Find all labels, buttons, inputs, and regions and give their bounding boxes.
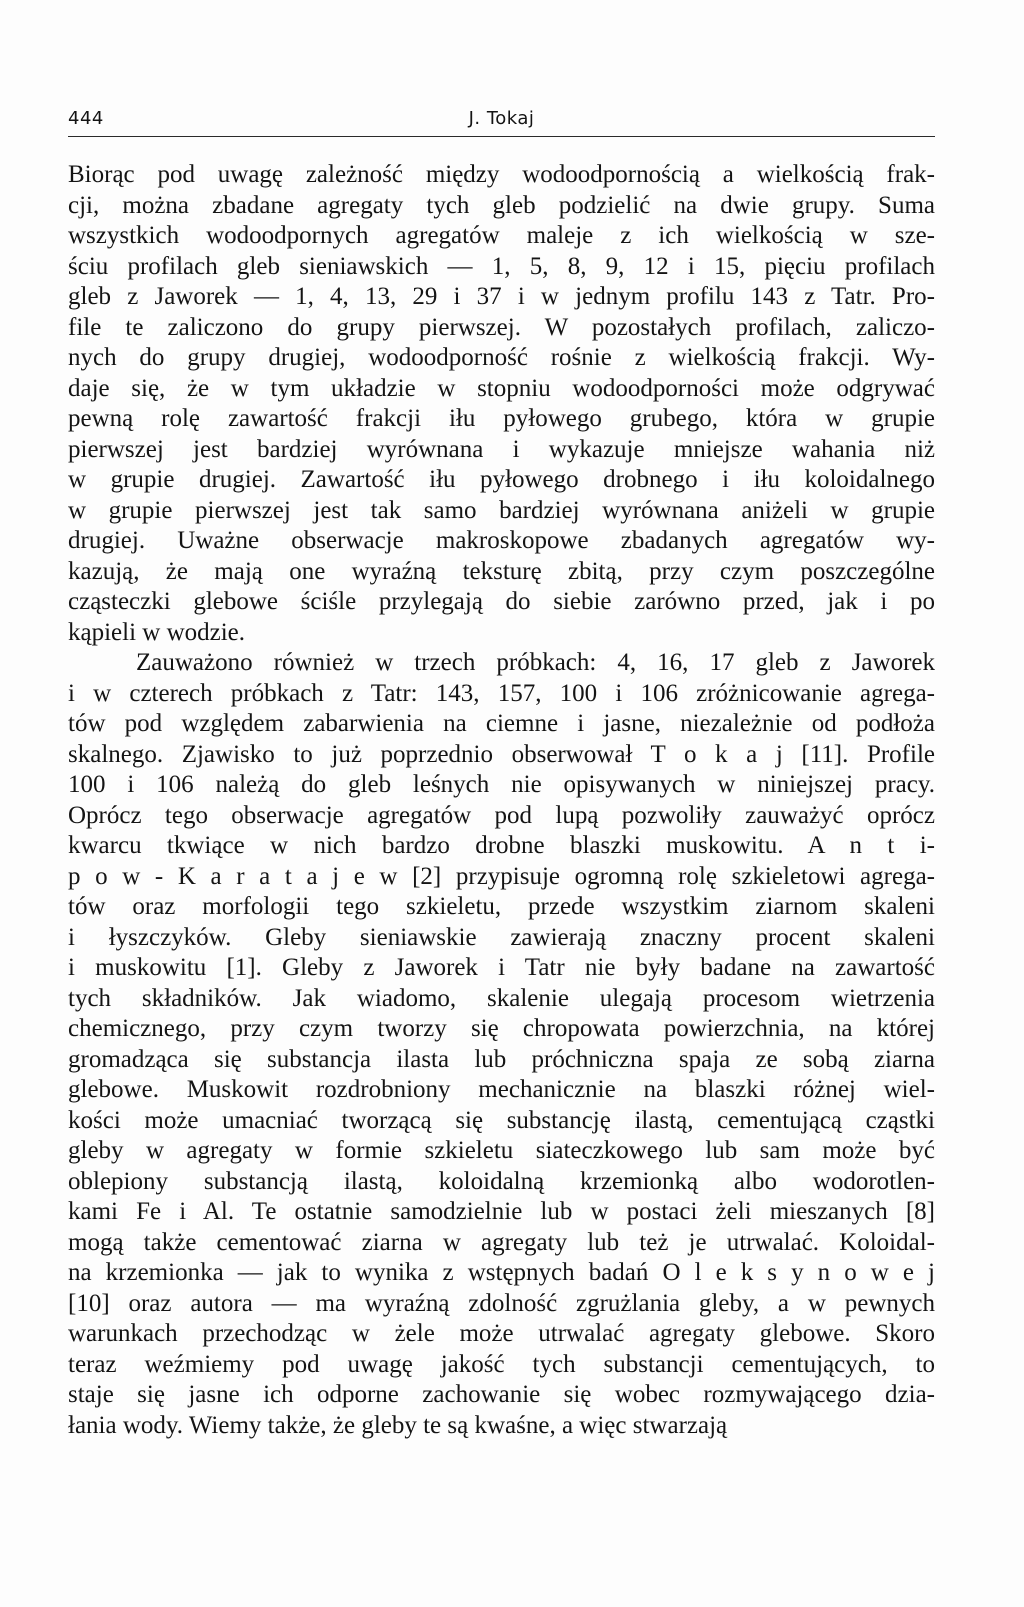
text-line: łania wody. Wiemy także, że gleby te są kwaśne, a więc stwarzają — [68, 1411, 728, 1439]
text-line: gleb z Jaworek — 1, 4, 13, 29 i 37 i w jednym profilu 143 z Tatr. Pro- — [68, 283, 935, 310]
text-line: w grupie pierwszej jest tak samo bardziej wyrównana aniżeli w grupie — [68, 496, 935, 524]
text-line: mogą także cementować ziarna w agregaty lub też je utrwalać. Koloidal- — [68, 1228, 935, 1256]
text-line: 100 i 106 należą do gleb leśnych nie opisywanych w niniejszej pracy. — [68, 771, 935, 798]
text-line: w grupie drugiej. Zawartość iłu pyłowego drobnego i iłu koloidalnego — [68, 466, 935, 493]
text-line: i w czterech próbkach z Tatr: 143, 157, 100 i 106 zróżnicowanie agrega- — [68, 679, 935, 707]
text-line: Biorąc pod uwagę zależność między wodoodpornością a wielkością frak- — [68, 161, 935, 188]
text-line: oblepiony substancją ilastą, koloidalną krzemionką albo wodorotlen- — [68, 1167, 935, 1195]
text-line: nych do grupy drugiej, wodoodporność rośnie z wielkością frakcji. Wy- — [68, 344, 935, 371]
text-line: file te zaliczono do grupy pierwszej. W pozostałych profilach, zaliczo- — [68, 313, 935, 341]
text-line: Oprócz tego obserwacje agregatów pod lupą pozwoliły zauważyć oprócz — [68, 801, 935, 829]
paragraph-1 — [68, 160, 935, 648]
text-line: kazują, że mają one wyraźną teksturę zbitą, przy czym poszczególne — [68, 557, 935, 585]
text-line: wszystkich wodoodpornych agregatów maleje z ich wielkością w sze- — [68, 222, 935, 249]
running-title: J. Tokaj — [468, 108, 535, 129]
body-text — [68, 160, 935, 1441]
text-line: kąpieli w wodzie. — [68, 618, 246, 646]
text-line: tych składników. Jak wiadomo, skalenie ulegają procesom wietrzenia — [68, 984, 935, 1012]
text-line: teraz weźmiemy pod uwagę jakość tych substancji cementujących, to — [68, 1350, 935, 1378]
text-line: cji, można zbadane agregaty tych gleb podzielić na dwie grupy. Suma — [68, 191, 935, 219]
text-line: kwarcu tkwiące w nich bardzo drobne blaszki muskowitu. A n t i- — [68, 832, 935, 859]
text-line: pierwszej jest bardziej wyrównana i wykazuje mniejsze wahania niż — [68, 435, 935, 463]
text-line: na krzemionka — jak to wynika z wstępnych badań O l e k s y n o w e j — [68, 1259, 935, 1286]
text-line: kości może umacniać tworzącą się substancję ilastą, cementującą cząstki — [68, 1106, 935, 1134]
text-line: daje się, że w tym układzie w stopniu wodoodporności może odgrywać — [68, 374, 935, 402]
header-rule — [68, 136, 935, 137]
text-line: gleby w agregaty w formie szkieletu siateczkowego lub sam może być — [68, 1137, 935, 1164]
text-line: i muskowitu [1]. Gleby z Jaworek i Tatr nie były badane na zawartość — [68, 954, 935, 981]
text-line: i łyszczyków. Gleby sieniawskie zawierają znaczny procent skaleni — [68, 923, 935, 951]
page-number: 444 — [68, 108, 104, 129]
text-line: [10] oraz autora — ma wyraźną zdolność zgrużlania gleby, a w pewnych — [68, 1289, 935, 1317]
text-line: drugiej. Uważne obserwacje makroskopowe zbadanych agregatów wy- — [68, 527, 935, 554]
text-line: warunkach przechodząc w żele może utrwalać agregaty glebowe. Skoro — [68, 1320, 935, 1347]
running-head — [68, 104, 935, 134]
text-line: kami Fe i Al. Te ostatnie samodzielnie lub w postaci żeli mieszanych [8] — [68, 1198, 935, 1225]
text-line: cząsteczki glebowe ściśle przylegają do siebie zarówno przed, jak i po — [68, 588, 935, 615]
text-line: tów oraz morfologii tego szkieletu, przede wszystkim ziarnom skaleni — [68, 893, 935, 920]
text-line: staje się jasne ich odporne zachowanie się wobec rozmywającego dzia- — [68, 1381, 935, 1408]
text-line: p o w - K a r a t a j e w [2] przypisuje ogromną rolę szkieletowi agrega- — [68, 862, 935, 890]
text-line: gromadząca się substancja ilasta lub próchniczna spaja ze sobą ziarna — [68, 1045, 935, 1073]
paragraph-2 — [68, 648, 935, 1441]
text-line: Zauważono również w trzech próbkach: 4, 16, 17 gleb z Jaworek — [136, 649, 935, 676]
text-line: glebowe. Muskowit rozdrobniony mechanicznie na blaszki różnej wiel- — [68, 1076, 935, 1103]
text-line: skalnego. Zjawisko to już poprzednio obserwował T o k a j [11]. Profile — [68, 740, 935, 768]
text-line: pewną rolę zawartość frakcji iłu pyłowego grubego, która w grupie — [68, 405, 935, 432]
text-line: chemicznego, przy czym tworzy się chropowata powierzchnia, na której — [68, 1015, 935, 1042]
text-line: ściu profilach gleb sieniawskich — 1, 5, 8, 9, 12 i 15, pięciu profilach — [68, 252, 935, 280]
text-line: tów pod względem zabarwienia na ciemne i jasne, niezależnie od podłoża — [68, 710, 935, 737]
